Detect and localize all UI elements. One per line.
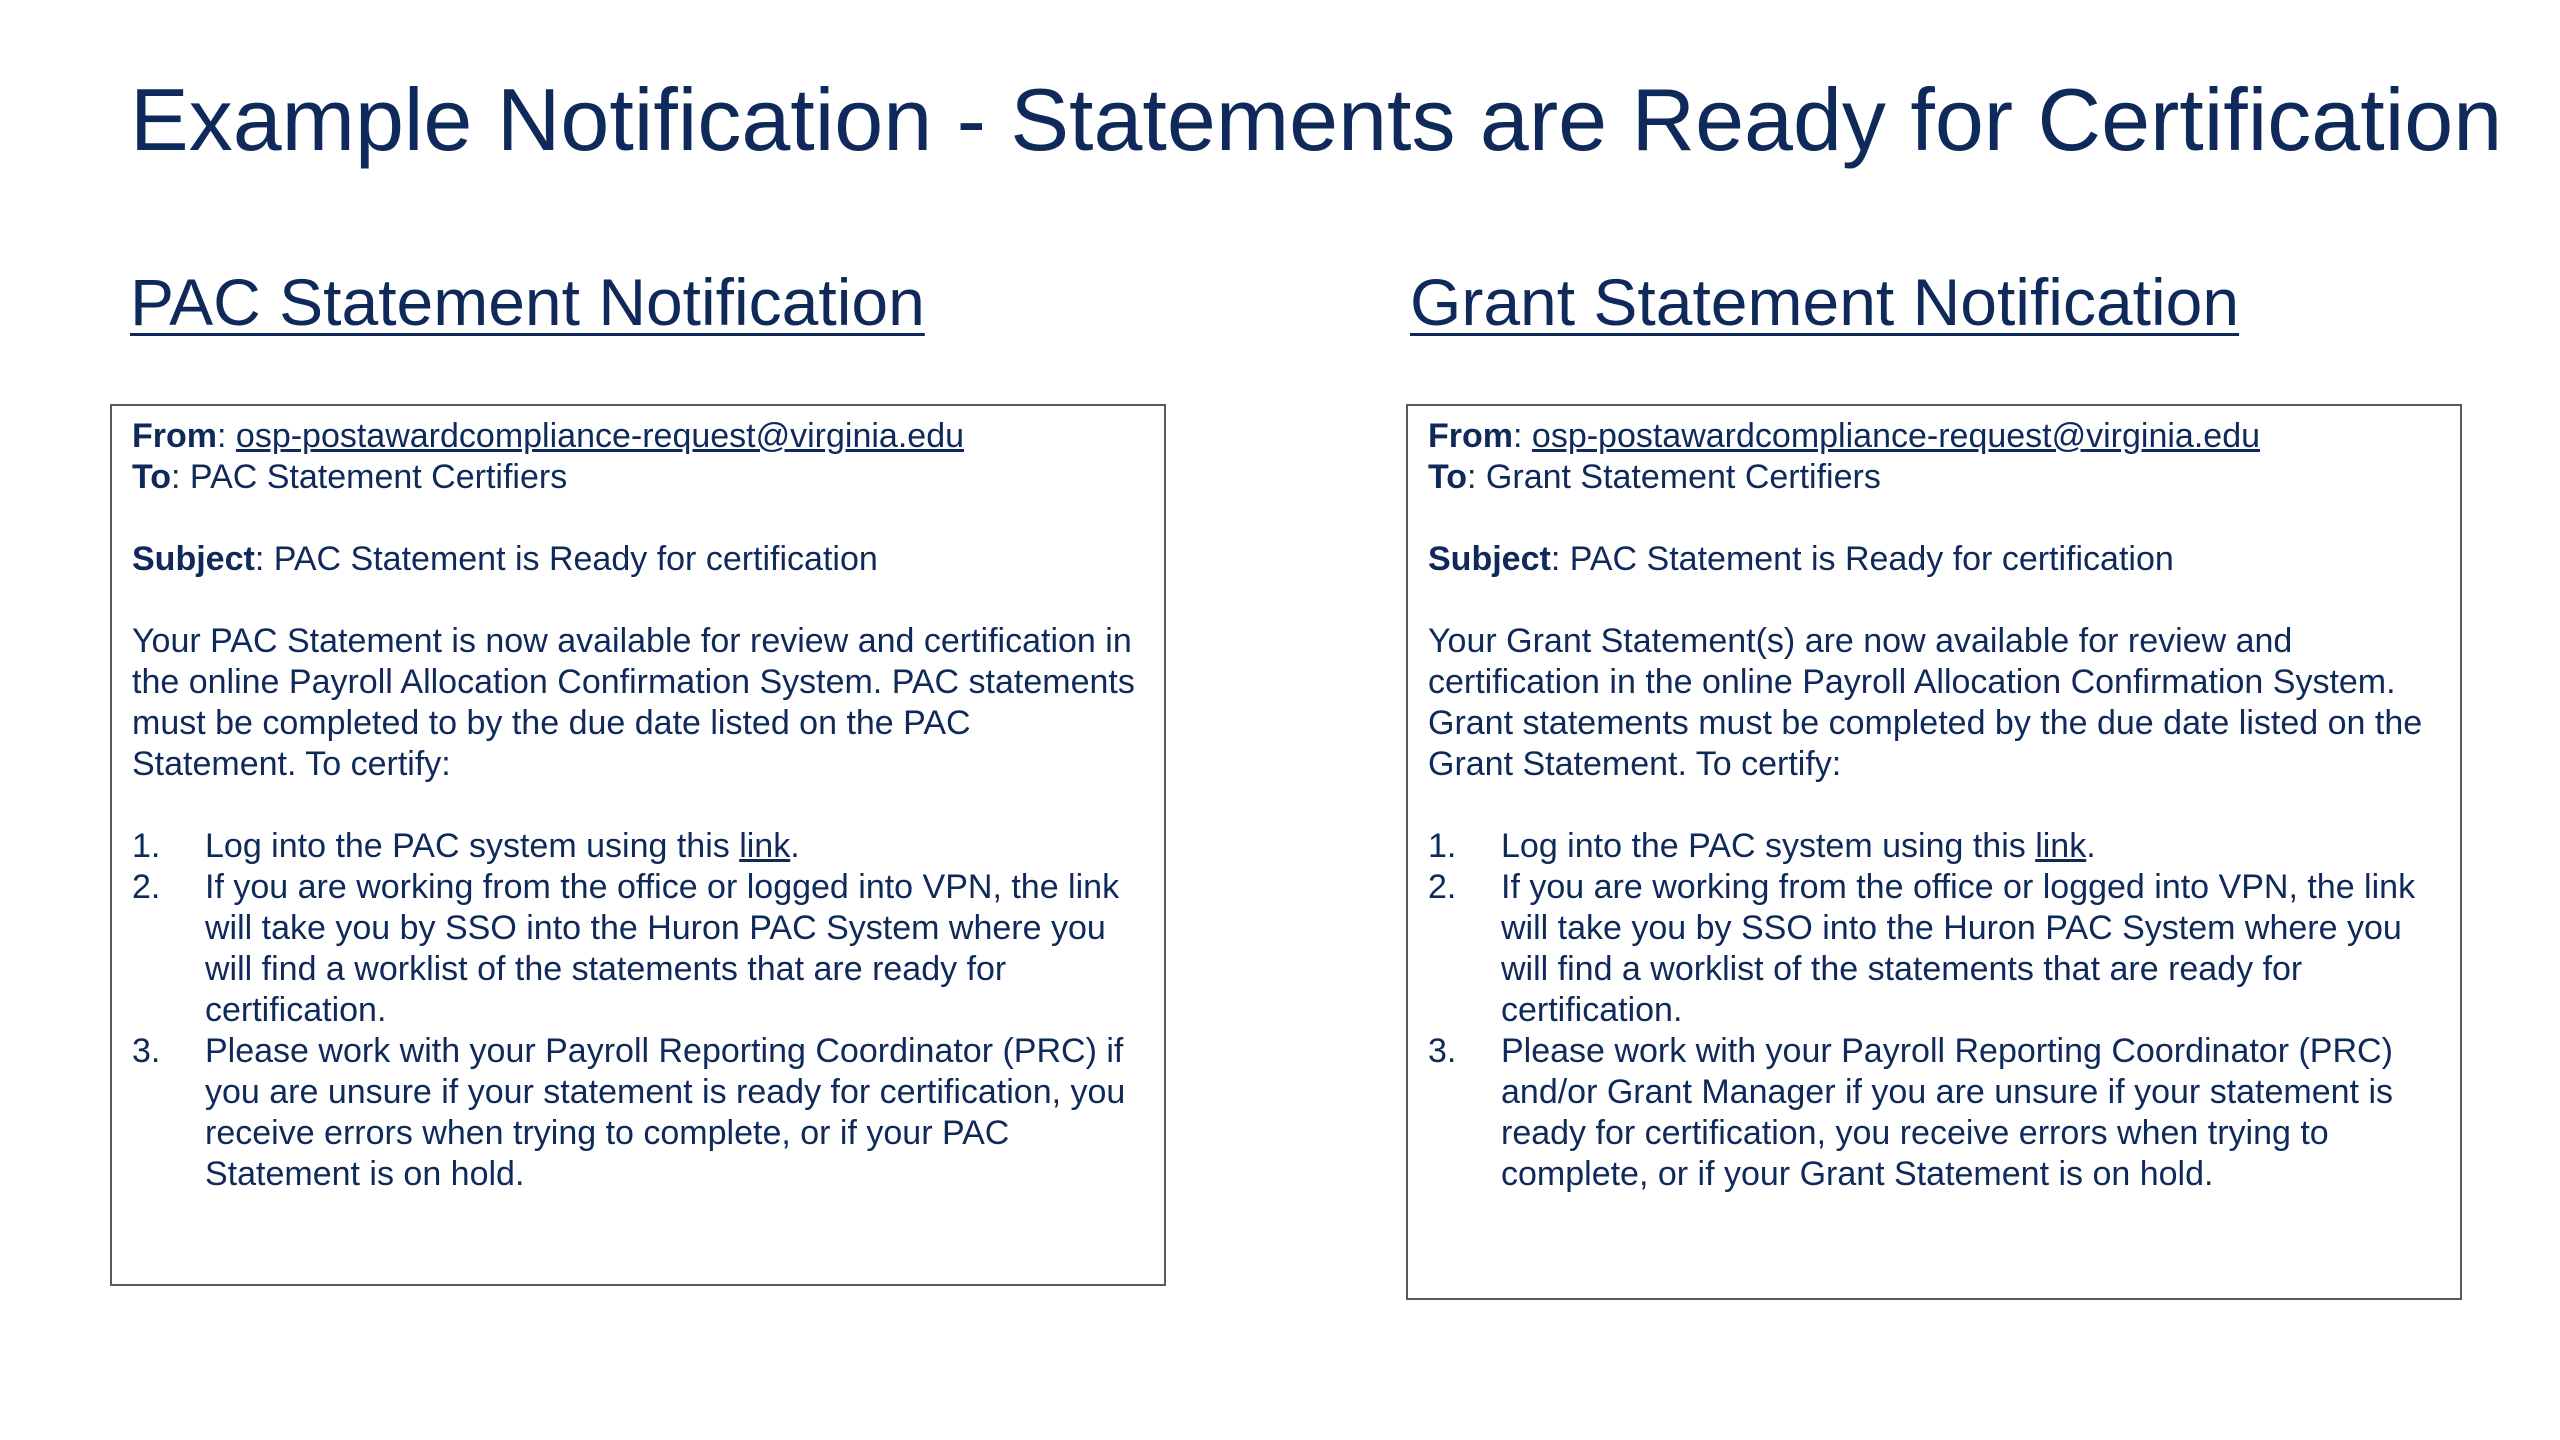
pac-step-2-number: 2.: [132, 868, 161, 906]
spacer: [132, 580, 1144, 621]
grant-to-separator: :: [1467, 458, 1486, 496]
pac-from-label: From: [132, 417, 217, 455]
pac-steps-list: [132, 826, 1144, 1195]
grant-subject-label: Subject: [1428, 540, 1551, 578]
pac-to-value: PAC Statement Certifiers: [189, 458, 568, 496]
grant-step-3: [1428, 1031, 2440, 1195]
grant-step-2: [1428, 867, 2440, 1031]
pac-from-email-link[interactable]: osp-postawardcompliance-request@virginia.edu: [235, 417, 965, 455]
grant-step-1: [1428, 826, 2440, 867]
grant-email-box: [1406, 404, 2462, 1300]
pac-to-label: To: [132, 458, 172, 496]
pac-step-2-text: If you are working from the office or logged into VPN, the link will take you by SSO into the Huron PAC System where you will find a worklist of the statements that are ready for certification.: [205, 868, 1120, 1029]
spacer: [1428, 498, 2440, 539]
pac-to-line: [132, 457, 1144, 498]
grant-section-heading: Grant Statement Notification: [1410, 265, 2240, 339]
pac-email-box: [110, 404, 1166, 1286]
pac-subject-separator: :: [254, 540, 274, 578]
pac-step-1-end: .: [790, 827, 800, 865]
pac-subject-value: PAC Statement is Ready for certification: [273, 540, 878, 578]
slide-title: Example Notification - Statements are Ready for Certification: [130, 70, 2503, 169]
pac-step-3: [132, 1031, 1144, 1195]
pac-from-separator: :: [217, 417, 236, 455]
pac-subject-label: Subject: [132, 540, 255, 578]
grant-from-label: From: [1428, 417, 1513, 455]
pac-step-1: [132, 826, 1144, 867]
pac-section-heading: PAC Statement Notification: [130, 265, 925, 339]
pac-step-3-text: Please work with your Payroll Reporting Coordinator (PRC) if you are unsure if your statement is ready for certification, you receive errors when trying to complete, or if your PAC Statement is on hold.: [205, 1032, 1126, 1193]
pac-email-body: Your PAC Statement is now available for review and certification in the online Payroll Allocation Confirmation System. PAC statements must be completed to by the due date listed on the PAC Statement. To certify:: [132, 622, 1135, 783]
grant-step-1-number: 1.: [1428, 827, 1457, 865]
grant-subject-line: [1428, 539, 2440, 580]
grant-to-line: [1428, 457, 2440, 498]
grant-subject-separator: :: [1550, 540, 1570, 578]
spacer: [1428, 580, 2440, 621]
spacer: [1428, 785, 2440, 826]
grant-step-2-text: If you are working from the office or logged into VPN, the link will take you by SSO into the Huron PAC System where you will find a worklist of the statements that are ready for certification.: [1501, 868, 2416, 1029]
pac-step-1-text: Log into the PAC system using this: [205, 827, 740, 865]
pac-to-separator: :: [171, 458, 190, 496]
spacer: [132, 498, 1144, 539]
grant-step-1-end: .: [2086, 827, 2096, 865]
grant-system-link[interactable]: link: [2035, 827, 2087, 865]
pac-system-link[interactable]: link: [739, 827, 791, 865]
grant-subject-value: PAC Statement is Ready for certification: [1569, 540, 2174, 578]
grant-to-value: Grant Statement Certifiers: [1485, 458, 1881, 496]
pac-subject-line: [132, 539, 1144, 580]
pac-from-line: [132, 416, 1144, 457]
grant-from-line: [1428, 416, 2440, 457]
grant-step-2-number: 2.: [1428, 868, 1457, 906]
grant-from-separator: :: [1513, 417, 1532, 455]
grant-email-body: Your Grant Statement(s) are now available for review and certification in the online Payroll Allocation Confirmation System. Grant statements must be completed by the due date listed on the Grant Statement. To certify:: [1428, 622, 2423, 783]
grant-step-3-text: Please work with your Payroll Reporting Coordinator (PRC) and/or Grant Manager if you are unsure if your statement is ready for certification, you receive errors when trying to complete, or if your Grant Statement is on hold.: [1501, 1032, 2394, 1193]
pac-step-1-number: 1.: [132, 827, 161, 865]
grant-steps-list: [1428, 826, 2440, 1195]
grant-step-3-number: 3.: [1428, 1032, 1457, 1070]
grant-to-label: To: [1428, 458, 1468, 496]
spacer: [132, 785, 1144, 826]
pac-step-2: [132, 867, 1144, 1031]
grant-step-1-text: Log into the PAC system using this: [1501, 827, 2036, 865]
pac-step-3-number: 3.: [132, 1032, 161, 1070]
grant-from-email-link[interactable]: osp-postawardcompliance-request@virginia.edu: [1531, 417, 2261, 455]
